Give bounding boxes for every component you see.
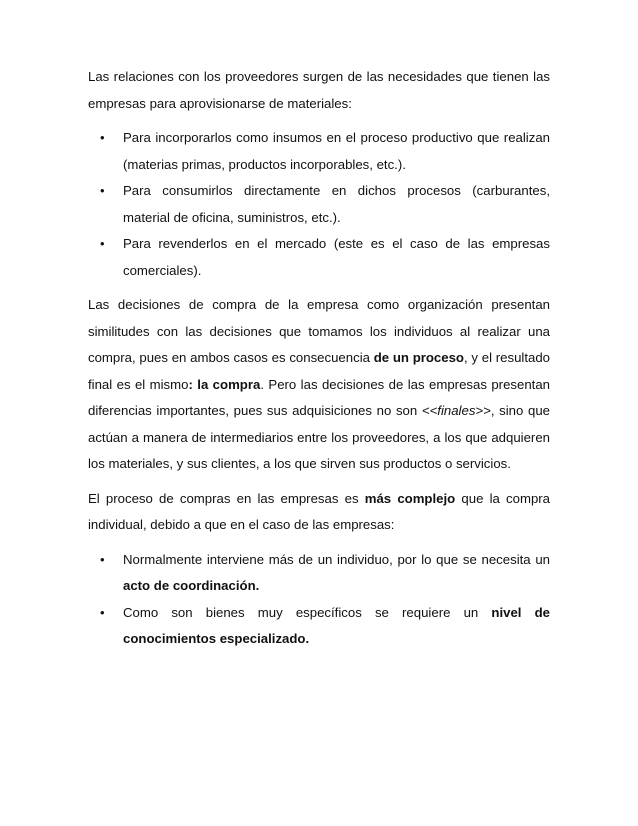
bold-text-run: acto de coordinación. [123,578,260,593]
text-run: que la compra individual, debido a que en el caso de las empresas: [88,490,551,532]
paragraph-process [88,486,550,539]
text-run: , y el resultado final es el mismo [88,350,550,392]
list-item [88,547,550,600]
italic-text-run: <<finales>> [421,403,491,418]
bold-text-run: más complejo [364,490,456,506]
list-item [88,600,550,653]
bullet-icon: • [100,604,105,620]
list-item [88,231,550,284]
text-run: , sino que actúan a manera de intermediarios entre los proveedores, a los que adquieren los materiales, y sus clientes, a los que sirven sus productos o servicios. [88,403,550,471]
document-page [88,64,550,661]
bullet-list-complexity [88,547,550,653]
text-run: Normalmente interviene más de un individuo, por lo que se necesita un [123,551,550,567]
bullet-icon: • [100,551,105,567]
bullet-list-purposes [88,125,550,284]
bold-text-run: de un proceso [373,350,464,365]
text-run: Las decisiones de compra de la empresa como organización presentan similitudes con las decisiones que tomamos los individuos al realizar una compra, pues en ambos casos es consecuencia [88,297,550,365]
list-item-text: Para incorporarlos como insumos en el proceso productivo que realizan (materias primas, productos incorporables, etc.). [123,130,550,172]
text-run: El proceso de compras en las empresas es [88,490,365,506]
list-item [88,178,550,231]
bullet-icon: • [100,130,105,145]
paragraph-intro [88,64,550,117]
bullet-icon: • [100,183,105,198]
list-item [88,125,550,178]
list-item-text: Para revenderlos en el mercado (este es el caso de las empresas comerciales). [123,236,550,278]
bold-text-run: : la compra [188,376,261,392]
bold-text-run: nivel de conocimientos especializado. [123,604,551,646]
text-run: . Pero las decisiones de las empresas presentan diferencias importantes, pues sus adquisiciones no son [88,376,550,418]
paragraph-decisions [88,292,550,478]
bullet-icon: • [100,236,105,251]
text-run: Como son bienes muy específicos se requiere un [123,604,492,620]
list-item-text: Para consumirlos directamente en dichos procesos (carburantes, material de oficina, suministros, etc.). [123,183,550,225]
paragraph-intro-text: Las relaciones con los proveedores surgen de las necesidades que tienen las empresas para aprovisionarse de materiales: [88,69,550,111]
